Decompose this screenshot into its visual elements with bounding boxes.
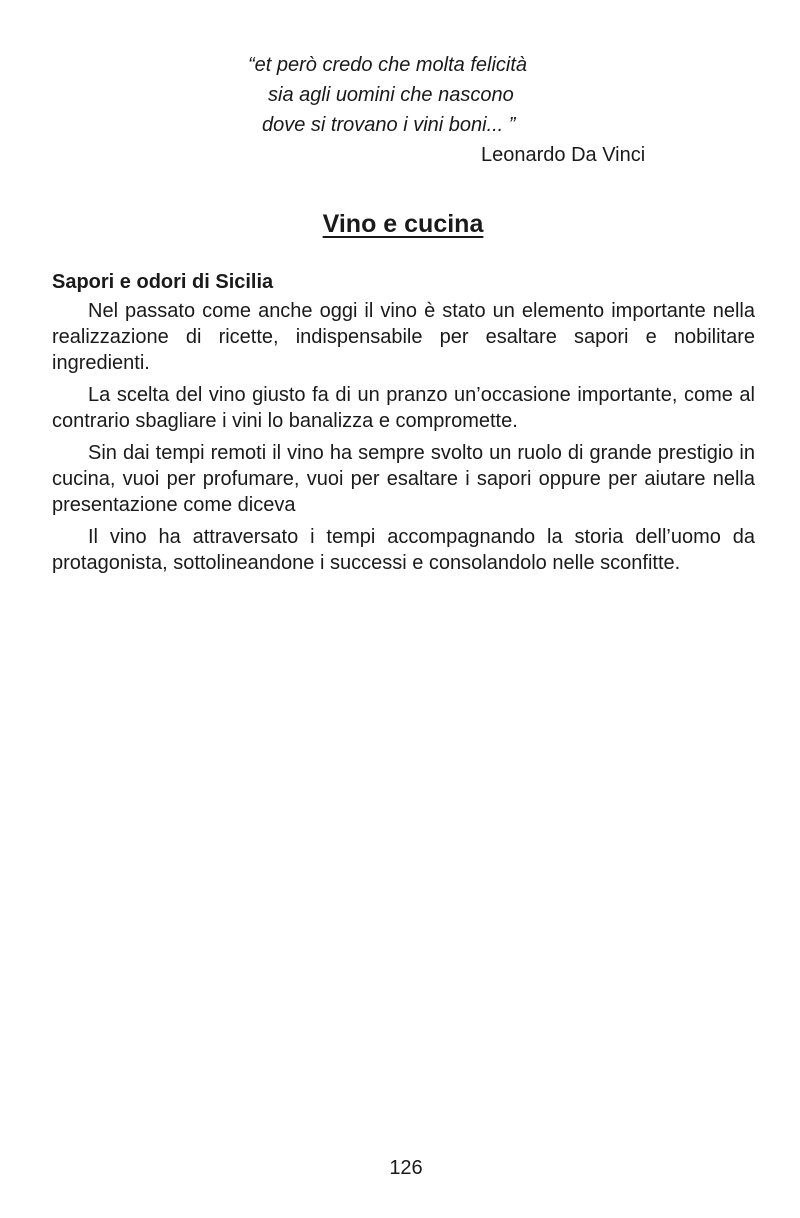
epigraph-line: sia agli uomini che nascono xyxy=(268,84,514,106)
paragraph: Nel passato come anche oggi il vino è stato un elemento importante nella realizzazione di ricette, indispensabile per esaltare sapori e nobilitare ingredienti. xyxy=(52,300,755,374)
paragraph: La scelta del vino giusto fa di un pranzo un’occasione importante, come al contrario sbagliare i vini lo banalizza e compromette. xyxy=(52,384,755,432)
section-title: Vino e cucina xyxy=(322,210,484,238)
subsection-heading: Sapori e odori di Sicilia xyxy=(52,271,274,293)
paragraph: Il vino ha attraversato i tempi accompagnando la storia dell’uomo da protagonista, sottolineandone i successi e consolandolo nelle sconfitte. xyxy=(52,526,755,574)
page-number: 126 xyxy=(389,1157,423,1179)
paragraph: Sin dai tempi remoti il vino ha sempre svolto un ruolo di grande prestigio in cucina, vuoi per profumare, vuoi per esaltare i sapori oppure per aiutare nella presentazione come diceva xyxy=(52,442,755,516)
body-text xyxy=(52,298,755,582)
epigraph-author: Leonardo Da Vinci xyxy=(481,144,646,166)
epigraph-line: dove si trovano i vini boni... ” xyxy=(262,114,516,136)
epigraph-line: “et però credo che molta felicità xyxy=(248,54,528,76)
